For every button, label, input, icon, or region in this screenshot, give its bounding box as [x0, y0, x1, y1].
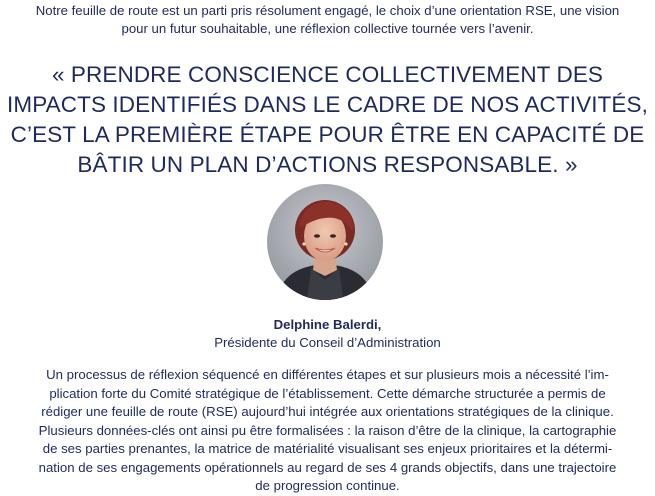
signatory-role: Présidente du Conseil d’Administration — [214, 335, 441, 350]
intro-paragraph — [0, 2, 655, 38]
signature-block — [0, 316, 655, 352]
intro-line: pour un futur souhaitable, une réflexion collective tournée vers l’avenir. — [121, 21, 534, 36]
quote-line: BÂTIR UN PLAN D’ACTIONS RESPONSABLE. » — [77, 152, 578, 177]
intro-line: Notre feuille de route est un parti pris résolument engagé, le choix d’une orientation RSE, une vision — [35, 3, 620, 18]
body-line: de progression continue. — [255, 478, 400, 493]
signatory-name: Delphine Balerdi, — [273, 317, 382, 332]
quote-line: « PRENDRE CONSCIENCE COLLECTIVEMENT DES — [51, 62, 604, 87]
body-line: Un processus de réflexion séquencé en différentes étapes et sur plusieurs mois a nécessité l’im- — [46, 367, 609, 382]
quote-line: IMPACTS IDENTIFIÉS DANS LE CADRE DE NOS ACTIVITÉS, — [7, 92, 648, 117]
pull-quote — [0, 60, 655, 180]
body-line: plication forte du Comité stratégique de l’établissement. Cette démarche structurée a permis de — [49, 385, 606, 401]
body-line: rédiger une feuille de route (RSE) aujourd’hui intégrée aux orientations stratégiques de la clinique. — [41, 404, 614, 419]
body-line: Plusieurs données-clés ont ainsi pu être formalisées : la raison d’être de la clinique, la cartographie — [38, 422, 617, 438]
portrait-photo — [267, 184, 383, 300]
body-paragraph — [0, 366, 655, 496]
body-line: de ses parties prenantes, la matrice de matérialité visualisant ses enjeux prioritaires et la détermi- — [42, 441, 613, 456]
body-line: nation de ses engagements opérationnels au regard de ses 4 grands objectifs, dans une trajectoire — [38, 459, 617, 475]
quote-line: C’EST LA PREMIÈRE ÉTAPE POUR ÊTRE EN CAPACITÉ DE — [10, 122, 645, 147]
